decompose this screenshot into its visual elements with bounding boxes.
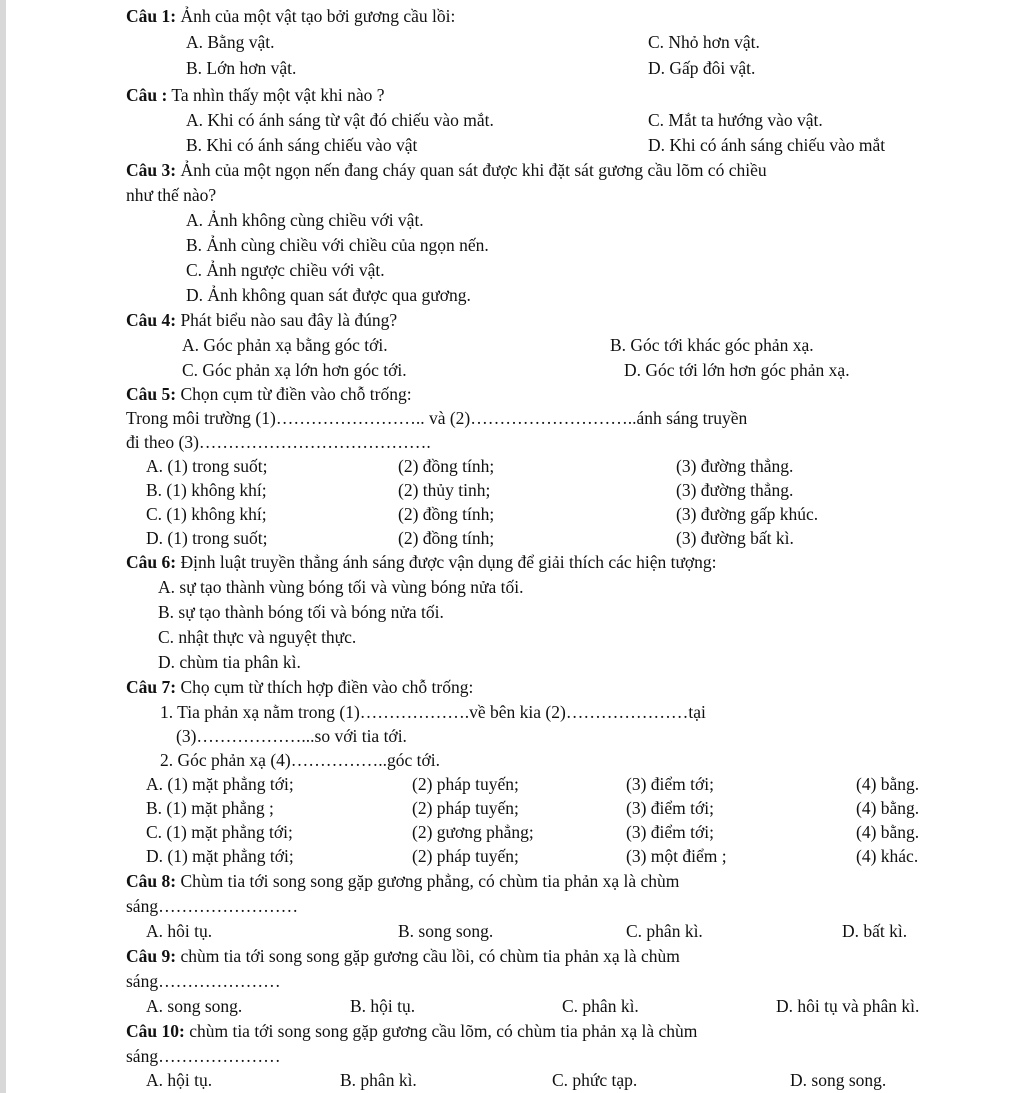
question-5-stem (126, 382, 412, 406)
question-number: Câu 3: (126, 160, 177, 180)
option-b: B. hội tụ. (350, 996, 416, 1016)
question-7-stem (126, 675, 473, 699)
question-number: Câu 6: (126, 552, 177, 572)
option-d-part3: (3) một điểm ; (626, 846, 727, 866)
option-b-part1: B. (1) mặt phẳng ; (146, 798, 274, 818)
option-b: B. Khi có ánh sáng chiếu vào vật (186, 135, 418, 155)
question-9-stem (126, 944, 680, 968)
option-a: A. song song. (146, 996, 243, 1016)
option-b: B. phân kì. (340, 1070, 417, 1090)
question-3-stem-cont: như thế nào? (126, 185, 217, 205)
option-d-part2: (2) pháp tuyến; (412, 846, 519, 866)
page-edge-shadow (0, 0, 6, 1093)
question-8-stem (126, 869, 679, 893)
question-1-stem (126, 4, 455, 28)
statement-1: 1. Tia phản xạ nằm trong (1)……………….về bên kia (2)…………………tại (160, 702, 706, 722)
option-c-part3: (3) đường gấp khúc. (676, 504, 819, 524)
question-6-stem (126, 550, 717, 574)
option-a: A. Bằng vật. (186, 32, 275, 52)
option-a: A. sự tạo thành vùng bóng tối và vùng bóng nửa tối. (158, 577, 524, 597)
option-a-part2: (2) đồng tính; (398, 456, 495, 476)
option-d: D. Góc tới lớn hơn góc phản xạ. (624, 360, 850, 380)
fill-in-sentence-cont: đi theo (3)…………………………………. (126, 432, 431, 452)
option-a: A. hôi tụ. (146, 921, 213, 941)
option-d: D. song song. (790, 1070, 887, 1090)
question-number: Câu : (126, 85, 168, 105)
question-number: Câu 10: (126, 1021, 185, 1041)
question-2-stem (126, 83, 385, 107)
option-c: C. phân kì. (562, 996, 639, 1016)
option-a-part1: A. (1) trong suốt; (146, 456, 268, 476)
question-text: Định luật truyền thẳng ánh sáng được vận dụng để giải thích các hiện tượng: (176, 552, 717, 572)
option-c-part2: (2) gương phẳng; (412, 822, 534, 842)
option-b: B. Góc tới khác góc phản xạ. (610, 335, 814, 355)
option-c: C. nhật thực và nguyệt thực. (158, 627, 357, 647)
option-a: A. hội tụ. (146, 1070, 213, 1090)
option-c-part2: (2) đồng tính; (398, 504, 495, 524)
question-text: Chọn cụm từ điền vào chỗ trống: (176, 384, 412, 404)
option-a-part3: (3) điểm tới; (626, 774, 714, 794)
fill-in-sentence: Trong môi trường (1)…………………….. và (2)………………………..ánh sáng truyền (126, 408, 748, 428)
question-text: Chọ cụm từ thích hợp điền vào chỗ trống: (176, 677, 474, 697)
question-text: Ta nhìn thấy một vật khi nào ? (167, 85, 385, 105)
option-b-part2: (2) pháp tuyến; (412, 798, 519, 818)
option-c-part1: C. (1) không khí; (146, 504, 267, 524)
option-d-part4: (4) khác. (856, 846, 919, 866)
option-c: C. Ảnh ngược chiều với vật. (186, 260, 385, 280)
question-text: Phát biểu nào sau đây là đúng? (176, 310, 398, 330)
option-d: D. bất kì. (842, 921, 908, 941)
question-text: chùm tia tới song song gặp gương cầu lõm, có chùm tia phản xạ là chùm (184, 1021, 698, 1041)
option-d: D. chùm tia phân kì. (158, 652, 301, 672)
question-text: Ảnh của một ngọn nến đang cháy quan sát được khi đặt sát gương cầu lõm có chiều (176, 160, 767, 180)
option-d-part1: D. (1) trong suốt; (146, 528, 268, 548)
option-b-part1: B. (1) không khí; (146, 480, 267, 500)
option-c-part4: (4) bằng. (856, 822, 920, 842)
option-b: B. sự tạo thành bóng tối và bóng nửa tối. (158, 602, 444, 622)
option-d: D. hôi tụ và phân kì. (776, 996, 920, 1016)
question-number: Câu 1: (126, 6, 177, 26)
option-c: C. Góc phản xạ lớn hơn góc tới. (182, 360, 407, 380)
option-b-part3: (3) đường thẳng. (676, 480, 794, 500)
option-a-part1: A. (1) mặt phẳng tới; (146, 774, 294, 794)
question-number: Câu 9: (126, 946, 177, 966)
option-d-part1: D. (1) mặt phẳng tới; (146, 846, 294, 866)
question-10-stem-cont: sáng………………… (126, 1046, 281, 1066)
option-a-part3: (3) đường thẳng. (676, 456, 794, 476)
option-d-part3: (3) đường bất kì. (676, 528, 794, 548)
option-c: C. Mắt ta hướng vào vật. (648, 110, 823, 130)
question-10-stem (126, 1019, 697, 1043)
option-b-part2: (2) thủy tinh; (398, 480, 491, 500)
option-a-part2: (2) pháp tuyến; (412, 774, 519, 794)
option-d: D. Gấp đôi vật. (648, 58, 756, 78)
question-number: Câu 5: (126, 384, 177, 404)
option-c: C. phức tạp. (552, 1070, 638, 1090)
option-d: D. Ảnh không quan sát được qua gương. (186, 285, 471, 305)
question-3-stem (126, 158, 767, 182)
question-number: Câu 7: (126, 677, 177, 697)
option-c: C. Nhỏ hơn vật. (648, 32, 760, 52)
question-8-stem-cont: sáng…………………… (126, 896, 299, 916)
option-b-part3: (3) điểm tới; (626, 798, 714, 818)
option-b: B. song song. (398, 921, 494, 941)
option-b-part4: (4) bằng. (856, 798, 920, 818)
option-d: D. Khi có ánh sáng chiếu vào mắt (648, 135, 886, 155)
question-number: Câu 8: (126, 871, 177, 891)
option-c-part3: (3) điểm tới; (626, 822, 714, 842)
option-a-part4: (4) bằng. (856, 774, 920, 794)
question-text: chùm tia tới song song gặp gương cầu lồi, có chùm tia phản xạ là chùm (176, 946, 680, 966)
statement-1-cont: (3)………………...so với tia tới. (176, 726, 407, 746)
option-b: B. Ảnh cùng chiều với chiều của ngọn nến. (186, 235, 489, 255)
option-c-part1: C. (1) mặt phẳng tới; (146, 822, 293, 842)
option-a: A. Khi có ánh sáng từ vật đó chiếu vào mắt. (186, 110, 494, 130)
option-a: A. Góc phản xạ bằng góc tới. (182, 335, 388, 355)
option-c: C. phân kì. (626, 921, 703, 941)
question-number: Câu 4: (126, 310, 177, 330)
option-b: B. Lớn hơn vật. (186, 58, 297, 78)
option-d-part2: (2) đồng tính; (398, 528, 495, 548)
option-a: A. Ảnh không cùng chiều với vật. (186, 210, 424, 230)
question-text: Ảnh của một vật tạo bởi gương cầu lồi: (176, 6, 456, 26)
statement-2: 2. Góc phản xạ (4)……………..góc tới. (160, 750, 440, 770)
question-4-stem (126, 308, 397, 332)
question-text: Chùm tia tới song song gặp gương phẳng, có chùm tia phản xạ là chùm (176, 871, 680, 891)
question-9-stem-cont: sáng………………… (126, 971, 281, 991)
